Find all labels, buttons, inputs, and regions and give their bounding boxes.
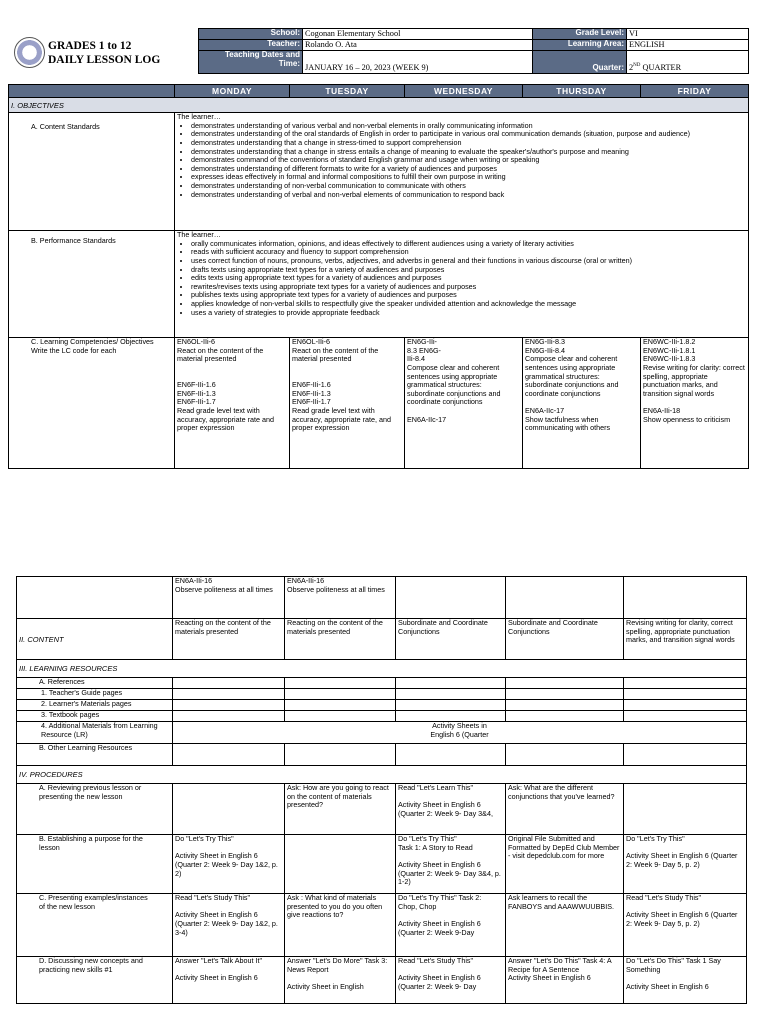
- learners-materials-label: 2. Learner's Materials pages: [17, 700, 173, 711]
- performance-standards-intro: The learner…: [177, 231, 221, 239]
- procedure-cell: [396, 784, 506, 835]
- teachers-guide-label: 1. Teacher's Guide pages: [17, 689, 173, 700]
- list-item: • applies knowledge of non-verbal skills to respectfully give the speaker undivided attention and acknowledge the message: [191, 300, 746, 309]
- list-item: • uses correct function of nouns, pronouns, verbs, adjectives, and adverbs in general and their functions in various discourse (oral or written): [191, 257, 746, 266]
- grade-level-label: Grade Level:: [533, 29, 627, 40]
- learning-area-value: ENGLISH: [627, 40, 749, 51]
- procedure-text: Ask: What are the different conjunctions that you've learned?: [508, 784, 615, 801]
- dates-label-line-1: Teaching Dates and: [225, 50, 300, 59]
- day-header: TUESDAY: [290, 85, 405, 98]
- corner-cell: [9, 85, 175, 98]
- performance-standards-list: [177, 240, 746, 318]
- procedure-cell: [173, 957, 285, 1004]
- procedure-text: Do "Let's Do This" Task 1 Say Something Activity Sheet in English 6: [626, 957, 721, 991]
- procedure-text: Ask : What kind of materials presented to you do you often give reactions to?: [287, 894, 383, 920]
- list-item: • publishes texts using appropriate text types for a variety of audiences and purposes: [191, 291, 746, 300]
- procedure-text: Read "Let's Study This" Activity Sheet in English 6 (Quarter 2: Week 9- Day 1&2, p. 3-4): [175, 894, 278, 937]
- procedure-text: Do "Let's Try This" Activity Sheet in English 6 (Quarter 2: Week 9- Day 1&2, p. 2): [175, 835, 278, 878]
- content-standards-label: A. Content Standards: [9, 113, 175, 231]
- content-standards-list: [177, 122, 746, 200]
- content-text: Revising writing for clarity, correct spelling, appropriate punctuation marks, and transition signal words: [626, 619, 735, 645]
- content-cell: [173, 619, 285, 660]
- procedure-text: Ask learners to recall the FANBOYS and AAAWWUUBBIS.: [508, 894, 614, 911]
- dll-title: [48, 40, 160, 68]
- day-header: FRIDAY: [641, 85, 749, 98]
- list-item: • demonstrates command of the conventions of standard English grammar and usage when writing or speaking: [191, 156, 746, 165]
- list-item: • demonstrates understanding of the oral standards of English in order to participate in various oral communication demands (situation, purpose and audience): [191, 130, 746, 139]
- procedure-cell: [506, 835, 624, 894]
- procedures-table: [16, 576, 747, 1004]
- day-header: THURSDAY: [523, 85, 641, 98]
- content-standards-intro: The learner…: [177, 113, 221, 121]
- procedure-cell: [624, 784, 747, 835]
- title-line-1: GRADES 1 to 12: [48, 40, 132, 52]
- quarter-suffix: ND: [633, 63, 641, 69]
- competencies-label: C. Learning Competencies/ Objectives Write the LC code for each: [9, 338, 175, 469]
- competency-cell: [523, 338, 641, 469]
- content-standards-cell: [175, 113, 749, 231]
- continued-cell: [396, 577, 506, 619]
- content-heading: II. CONTENT: [17, 619, 173, 660]
- procedure-cell: [173, 784, 285, 835]
- references-label: A. References: [17, 678, 173, 689]
- procedure-text: Read "Let's Study This" Activity Sheet in English 6 (Quarter 2: Week 9- Day 5, p. 2): [626, 894, 738, 928]
- objectives-table: [8, 84, 749, 469]
- competency-cell: [175, 338, 290, 469]
- quarter-value: [627, 51, 749, 74]
- procedure-text: Do "Let's Try This" Task 1: A Story to Read Activity Sheet in English 6 (Quarter 2: Week 9- Day 3&4, p. 1-2): [398, 835, 501, 887]
- dates-value: JANUARY 16 – 20, 2023 (WEEK 9): [303, 51, 533, 74]
- procedure-cell: [173, 894, 285, 957]
- procedure-cell: [506, 894, 624, 957]
- additional-materials-label: 4. Additional Materials from Learning Resource (LR): [17, 722, 173, 744]
- continued-cell: [624, 577, 747, 619]
- learning-area-label: Learning Area:: [533, 40, 627, 51]
- competency-text: EN6WC-IIi-1.8.2 EN6WC-IIi-1.8.1 EN6WC-IIi-1.8.3 Revise writing for clarity: correct spelling, appropriate punctuation marks, and transition signal words EN6A-IIi-18 Show openness to criticism: [643, 338, 745, 424]
- competency-cell: [290, 338, 405, 469]
- content-cell: [285, 619, 396, 660]
- continued-cell: EN6A-IIi-16 Observe politeness at all times: [173, 577, 285, 619]
- procedure-text: Ask: How are you going to react on the content of materials presented?: [287, 784, 389, 810]
- competency-text: EN6OL-IIi-6 React on the content of the material presented EN6F-IIi-1.6 EN6F-IIi-1.3 EN6F-IIi-1.7 Read grade level text with accuracy, appropriate rate and proper expression: [177, 338, 274, 433]
- dates-label-line-2: Time:: [278, 58, 300, 68]
- procedure-text: Do "Let's Try This" Activity Sheet in English 6 (Quarter 2: Week 9- Day 5, p. 2): [626, 835, 738, 869]
- procedures-heading: IV. PROCEDURES: [17, 766, 747, 784]
- other-resources-label: B. Other Learning Resources: [17, 744, 173, 766]
- continued-cell: [506, 577, 624, 619]
- list-item: • demonstrates understanding of non-verbal communication to communicate with others: [191, 182, 746, 191]
- procedure-cell: [506, 957, 624, 1004]
- title-line-2: DAILY LESSON LOG: [48, 53, 161, 66]
- content-text: Subordinate and Coordinate Conjunctions: [508, 619, 598, 636]
- learning-resources-heading: III. LEARNING RESOURCES: [17, 660, 747, 678]
- procedure-label: A. Reviewing previous lesson or presenting the new lesson: [17, 784, 173, 835]
- procedure-cell: [285, 835, 396, 894]
- competency-text: EN6G-IIi-8.3 EN6G-IIi-8.4 Compose clear and coherent sentences using appropriate grammatical structures: subordinate conjunctions and coordinate conjunctions EN6A-IIc-17 Show tactfulness when communicating with others: [525, 338, 619, 433]
- day-header: WEDNESDAY: [405, 85, 523, 98]
- procedure-cell: [285, 894, 396, 957]
- list-item: • drafts texts using appropriate text types for a variety of audiences and purposes: [191, 266, 746, 275]
- procedure-cell: [285, 784, 396, 835]
- list-item: • reads with sufficient accuracy and fluency to support comprehension: [191, 248, 746, 257]
- list-item: • edits texts using appropriate text types for a variety of audiences and purposes: [191, 274, 746, 283]
- list-item: • orally communicates information, opinions, and ideas effectively to different audiences using a variety of literary activities: [191, 240, 746, 249]
- teacher-value: Rolando O. Ata: [303, 40, 533, 51]
- procedure-text: Read "Let's Study This" Activity Sheet in English 6 (Quarter 2: Week 9- Day: [398, 957, 481, 991]
- quarter-label: Quarter:: [533, 51, 627, 74]
- header-info-table: [198, 28, 749, 74]
- continued-cell: EN6A-IIi-16 Observe politeness at all times: [285, 577, 396, 619]
- teacher-label: Teacher:: [199, 40, 303, 51]
- objectives-heading: I. OBJECTIVES: [9, 98, 749, 113]
- procedure-text: Answer "Let's Do This" Task 4: A Recipe for A Sentence Activity Sheet in English 6: [508, 957, 612, 983]
- deped-seal-logo: [14, 37, 45, 68]
- list-item: • expresses ideas effectively in formal and informal compositions to fulfill their own purpose in writing: [191, 173, 746, 182]
- procedure-text: Read "Let's Learn This" Activity Sheet in English 6 (Quarter 2: Week 9- Day 3&4,: [398, 784, 493, 818]
- procedure-cell: [285, 957, 396, 1004]
- procedure-text: [626, 784, 744, 834]
- continued-label-cell: [17, 577, 173, 619]
- procedure-cell: [396, 835, 506, 894]
- procedure-text: [287, 835, 393, 893]
- competency-cell: [405, 338, 523, 469]
- procedure-label: B. Establishing a purpose for the lesson: [17, 835, 173, 894]
- quarter-word: QUARTER: [640, 63, 682, 73]
- procedure-cell: [396, 957, 506, 1004]
- performance-standards-cell: [175, 231, 749, 338]
- list-item: • demonstrates understanding that a change in stress-timed to support comprehension: [191, 139, 746, 148]
- content-text: Reacting on the content of the materials presented: [175, 619, 271, 636]
- content-cell: [624, 619, 747, 660]
- additional-materials-value: Activity Sheets in English 6 (Quarter: [173, 722, 747, 744]
- school-label: School:: [199, 29, 303, 40]
- procedure-text: Do "Let's Try This" Task 2: Chop, Chop Activity Sheet in English 6 (Quarter 2: Week 9-Day: [398, 894, 482, 937]
- grade-level-value: VI: [627, 29, 749, 40]
- competency-text: EN6OL-IIi-6 React on the content of the material presented EN6F-IIi-1.6 EN6F-IIi-1.3 EN6F-IIi-1.7 Read grade level text with accuracy, appropriate rate, and proper expression: [292, 338, 391, 433]
- competency-text: EN6G-IIi- 8.3 EN6G- IIi-8.4 Compose clear and coherent sentences using appropriate grammatical structures: subordinate conjunctions and coordinate conjunctions EN6A-IIc-17: [407, 338, 501, 424]
- procedure-label: D. Discussing new concepts and practicing new skills #1: [17, 957, 173, 1004]
- procedure-cell: [506, 784, 624, 835]
- content-cell: [506, 619, 624, 660]
- content-text: Reacting on the content of the materials presented: [287, 619, 383, 636]
- list-item: • rewrites/revises texts using appropriate text types for a variety of audiences and purposes: [191, 283, 746, 292]
- content-cell: [396, 619, 506, 660]
- procedure-cell: [624, 957, 747, 1004]
- procedure-text: Answer "Let's Do More" Task 3: News Report Activity Sheet in English: [287, 957, 388, 991]
- procedure-cell: [624, 835, 747, 894]
- performance-standards-label: B. Performance Standards: [9, 231, 175, 338]
- procedure-cell: [396, 894, 506, 957]
- procedure-text: Original File Submitted and Formatted by DepEd Club Member - visit depedclub.com for more: [508, 835, 620, 861]
- procedure-label: C. Presenting examples/instances of the new lesson: [17, 894, 173, 957]
- competency-cell: [641, 338, 749, 469]
- list-item: • demonstrates understanding that a change in stress entails a change of meaning to evaluate the speaker's/author's purpose and meaning: [191, 148, 746, 157]
- procedure-cell: [624, 894, 747, 957]
- procedure-text: Answer "Let's Talk About It" Activity Sheet in English 6: [175, 957, 263, 983]
- day-header: MONDAY: [175, 85, 290, 98]
- school-value: Cogonan Elementary School: [303, 29, 533, 40]
- list-item: • uses a variety of strategies to provide appropriate feedback: [191, 309, 746, 318]
- procedure-text: [175, 784, 282, 834]
- procedure-cell: [173, 835, 285, 894]
- textbook-pages-label: 3. Textbook pages: [17, 711, 173, 722]
- content-text: Subordinate and Coordinate Conjunctions: [398, 619, 488, 636]
- list-item: • demonstrates understanding of different formats to write for a variety of audiences and purposes: [191, 165, 746, 174]
- dates-label: [199, 51, 303, 74]
- quarter-number: 2: [629, 63, 634, 73]
- list-item: • demonstrates understanding of various verbal and non-verbal elements in orally communicating information: [191, 122, 746, 131]
- list-item: • demonstrates understanding of verbal and non-verbal elements of communication to respond back: [191, 191, 746, 200]
